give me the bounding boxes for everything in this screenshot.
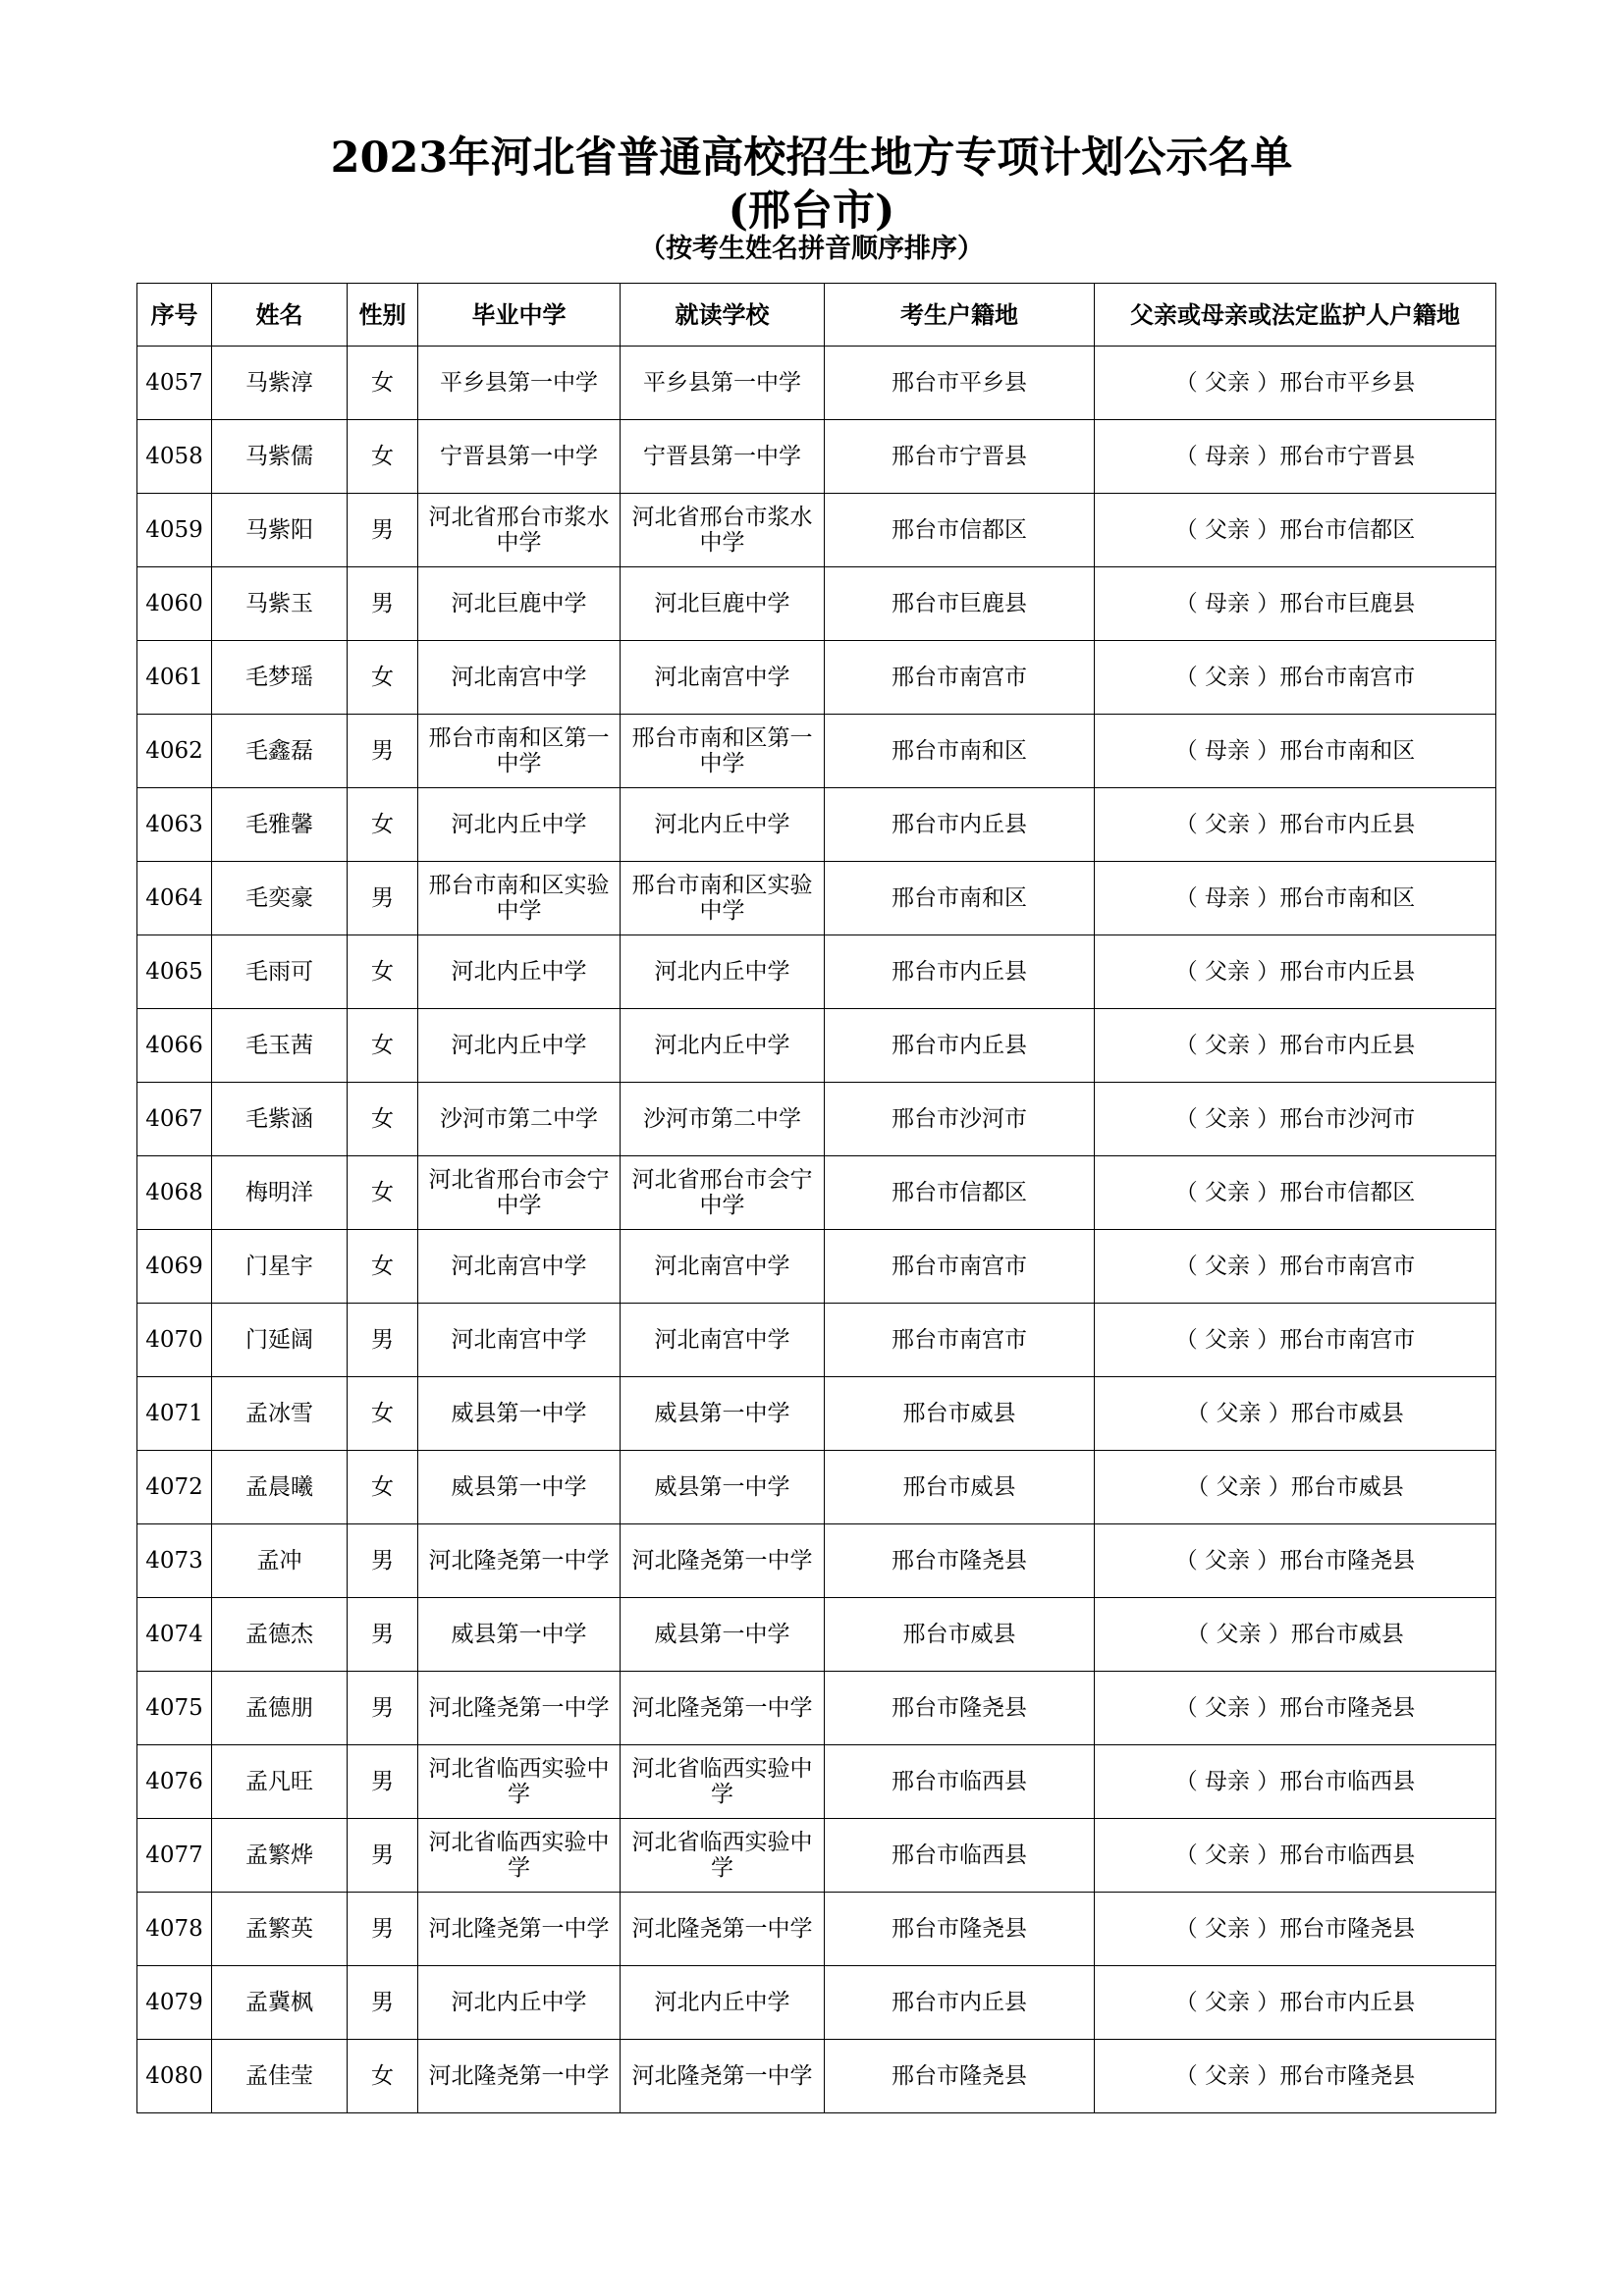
column-header-household: 考生户籍地: [825, 284, 1095, 347]
roster-body: [137, 347, 1496, 2113]
cell-current-school: 邢台市南和区第一中学: [621, 715, 825, 788]
cell-current-school: 河北巨鹿中学: [621, 567, 825, 641]
cell-name: 孟德杰: [212, 1598, 348, 1672]
cell-grad-school: 河北隆尧第一中学: [418, 1524, 621, 1598]
cell-name: 毛雅馨: [212, 788, 348, 862]
cell-no: 4062: [137, 715, 212, 788]
cell-name: 马紫儒: [212, 420, 348, 494]
cell-grad-school: 河北省临西实验中学: [418, 1819, 621, 1893]
cell-guardian: （ 父亲 ）邢台市信都区: [1095, 494, 1496, 567]
cell-guardian: （ 父亲 ）邢台市隆尧县: [1095, 1524, 1496, 1598]
cell-grad-school: 河北内丘中学: [418, 1966, 621, 2040]
roster-table: [136, 283, 1496, 2113]
cell-household: 邢台市内丘县: [825, 1966, 1095, 2040]
cell-name: 毛雨可: [212, 935, 348, 1009]
cell-guardian: （ 父亲 ）邢台市信都区: [1095, 1156, 1496, 1230]
cell-name: 马紫阳: [212, 494, 348, 567]
cell-gender: 男: [348, 1304, 418, 1377]
cell-name: 梅明洋: [212, 1156, 348, 1230]
table-row: [137, 1230, 1496, 1304]
cell-guardian: （ 父亲 ）邢台市隆尧县: [1095, 1672, 1496, 1745]
table-row: [137, 1672, 1496, 1745]
document-title: 2023年河北省普通高校招生地方专项计划公示名单: [330, 133, 1293, 183]
cell-gender: 女: [348, 1009, 418, 1083]
table-row: [137, 567, 1496, 641]
cell-no: 4069: [137, 1230, 212, 1304]
cell-guardian: （ 父亲 ）邢台市威县: [1095, 1598, 1496, 1672]
table-row: [137, 1819, 1496, 1893]
sort-note: （按考生姓名拼音顺序排序）: [639, 234, 984, 264]
cell-household: 邢台市宁晋县: [825, 420, 1095, 494]
cell-grad-school: 河北巨鹿中学: [418, 567, 621, 641]
cell-grad-school: 威县第一中学: [418, 1377, 621, 1451]
cell-current-school: 河北内丘中学: [621, 788, 825, 862]
cell-current-school: 宁晋县第一中学: [621, 420, 825, 494]
cell-guardian: （ 母亲 ）邢台市巨鹿县: [1095, 567, 1496, 641]
cell-grad-school: 沙河市第二中学: [418, 1083, 621, 1156]
cell-grad-school: 宁晋县第一中学: [418, 420, 621, 494]
table-row: [137, 1745, 1496, 1819]
cell-guardian: （ 母亲 ）邢台市宁晋县: [1095, 420, 1496, 494]
cell-name: 毛紫涵: [212, 1083, 348, 1156]
cell-name: 孟晨曦: [212, 1451, 348, 1524]
cell-guardian: （ 父亲 ）邢台市内丘县: [1095, 788, 1496, 862]
cell-no: 4064: [137, 862, 212, 935]
cell-guardian: （ 父亲 ）邢台市内丘县: [1095, 1009, 1496, 1083]
cell-grad-school: 河北省邢台市浆水中学: [418, 494, 621, 567]
cell-current-school: 威县第一中学: [621, 1598, 825, 1672]
cell-no: 4078: [137, 1893, 212, 1966]
cell-household: 邢台市隆尧县: [825, 1672, 1095, 1745]
cell-guardian: （ 父亲 ）邢台市南宫市: [1095, 1230, 1496, 1304]
cell-gender: 男: [348, 1672, 418, 1745]
cell-guardian: （ 父亲 ）邢台市南宫市: [1095, 641, 1496, 715]
cell-grad-school: 河北隆尧第一中学: [418, 2040, 621, 2113]
cell-guardian: （ 父亲 ）邢台市威县: [1095, 1451, 1496, 1524]
cell-household: 邢台市隆尧县: [825, 1524, 1095, 1598]
cell-gender: 男: [348, 1966, 418, 2040]
cell-current-school: 沙河市第二中学: [621, 1083, 825, 1156]
cell-guardian: （ 母亲 ）邢台市南和区: [1095, 862, 1496, 935]
cell-grad-school: 河北南宫中学: [418, 641, 621, 715]
cell-name: 孟繁烨: [212, 1819, 348, 1893]
table-row: [137, 347, 1496, 420]
cell-no: 4067: [137, 1083, 212, 1156]
cell-gender: 男: [348, 1819, 418, 1893]
cell-household: 邢台市南宫市: [825, 1304, 1095, 1377]
cell-household: 邢台市信都区: [825, 1156, 1095, 1230]
cell-gender: 男: [348, 1524, 418, 1598]
cell-no: 4068: [137, 1156, 212, 1230]
cell-grad-school: 河北隆尧第一中学: [418, 1893, 621, 1966]
cell-household: 邢台市沙河市: [825, 1083, 1095, 1156]
cell-no: 4074: [137, 1598, 212, 1672]
cell-no: 4077: [137, 1819, 212, 1893]
cell-grad-school: 邢台市南和区第一中学: [418, 715, 621, 788]
cell-household: 邢台市隆尧县: [825, 2040, 1095, 2113]
cell-grad-school: 威县第一中学: [418, 1598, 621, 1672]
cell-household: 邢台市威县: [825, 1377, 1095, 1451]
cell-no: 4075: [137, 1672, 212, 1745]
cell-gender: 男: [348, 862, 418, 935]
cell-name: 毛梦瑶: [212, 641, 348, 715]
cell-name: 门星宇: [212, 1230, 348, 1304]
cell-gender: 男: [348, 1598, 418, 1672]
cell-gender: 女: [348, 1156, 418, 1230]
table-row: [137, 1893, 1496, 1966]
cell-gender: 女: [348, 1230, 418, 1304]
table-row: [137, 935, 1496, 1009]
cell-name: 马紫淳: [212, 347, 348, 420]
table-row: [137, 1304, 1496, 1377]
cell-no: 4080: [137, 2040, 212, 2113]
cell-name: 门延阔: [212, 1304, 348, 1377]
table-row: [137, 1524, 1496, 1598]
cell-name: 孟冰雪: [212, 1377, 348, 1451]
cell-guardian: （ 父亲 ）邢台市南宫市: [1095, 1304, 1496, 1377]
table-row: [137, 715, 1496, 788]
column-header-gender: 性别: [348, 284, 418, 347]
cell-no: 4071: [137, 1377, 212, 1451]
cell-current-school: 河北省邢台市会宁中学: [621, 1156, 825, 1230]
cell-no: 4061: [137, 641, 212, 715]
cell-guardian: （ 父亲 ）邢台市平乡县: [1095, 347, 1496, 420]
cell-guardian: （ 父亲 ）邢台市威县: [1095, 1377, 1496, 1451]
cell-grad-school: 河北内丘中学: [418, 1009, 621, 1083]
cell-gender: 男: [348, 1893, 418, 1966]
cell-household: 邢台市南和区: [825, 715, 1095, 788]
table-row: [137, 494, 1496, 567]
cell-household: 邢台市平乡县: [825, 347, 1095, 420]
column-header-no: 序号: [137, 284, 212, 347]
cell-guardian: （ 父亲 ）邢台市沙河市: [1095, 1083, 1496, 1156]
cell-name: 孟冲: [212, 1524, 348, 1598]
cell-name: 毛玉茜: [212, 1009, 348, 1083]
cell-household: 邢台市隆尧县: [825, 1893, 1095, 1966]
header-row: [137, 284, 1496, 347]
cell-guardian: （ 父亲 ）邢台市内丘县: [1095, 1966, 1496, 2040]
cell-current-school: 河北省邢台市浆水中学: [621, 494, 825, 567]
table-row: [137, 641, 1496, 715]
cell-name: 孟德朋: [212, 1672, 348, 1745]
cell-grad-school: 河北省临西实验中学: [418, 1745, 621, 1819]
cell-grad-school: 河北南宫中学: [418, 1230, 621, 1304]
cell-household: 邢台市巨鹿县: [825, 567, 1095, 641]
cell-guardian: （ 母亲 ）邢台市南和区: [1095, 715, 1496, 788]
cell-grad-school: 河北内丘中学: [418, 935, 621, 1009]
cell-household: 邢台市南宫市: [825, 1230, 1095, 1304]
table-row: [137, 1966, 1496, 2040]
document-city: (邢台市): [728, 187, 895, 236]
cell-gender: 女: [348, 347, 418, 420]
cell-current-school: 河北隆尧第一中学: [621, 1672, 825, 1745]
cell-household: 邢台市南和区: [825, 862, 1095, 935]
cell-name: 孟冀枫: [212, 1966, 348, 2040]
cell-name: 马紫玉: [212, 567, 348, 641]
cell-guardian: （ 父亲 ）邢台市临西县: [1095, 1819, 1496, 1893]
table-row: [137, 1156, 1496, 1230]
cell-name: 毛鑫磊: [212, 715, 348, 788]
column-header-grad-school: 毕业中学: [418, 284, 621, 347]
cell-guardian: （ 父亲 ）邢台市内丘县: [1095, 935, 1496, 1009]
cell-household: 邢台市南宫市: [825, 641, 1095, 715]
cell-guardian: （ 母亲 ）邢台市临西县: [1095, 1745, 1496, 1819]
cell-current-school: 河北南宫中学: [621, 641, 825, 715]
cell-no: 4057: [137, 347, 212, 420]
cell-no: 4073: [137, 1524, 212, 1598]
cell-gender: 女: [348, 2040, 418, 2113]
cell-household: 邢台市内丘县: [825, 1009, 1095, 1083]
cell-current-school: 河北省临西实验中学: [621, 1819, 825, 1893]
table-row: [137, 2040, 1496, 2113]
cell-no: 4063: [137, 788, 212, 862]
table-row: [137, 1451, 1496, 1524]
cell-household: 邢台市威县: [825, 1451, 1095, 1524]
cell-no: 4059: [137, 494, 212, 567]
cell-guardian: （ 父亲 ）邢台市隆尧县: [1095, 2040, 1496, 2113]
cell-no: 4079: [137, 1966, 212, 2040]
cell-current-school: 河北省临西实验中学: [621, 1745, 825, 1819]
cell-name: 毛奕豪: [212, 862, 348, 935]
column-header-guardian: 父亲或母亲或法定监护人户籍地: [1095, 284, 1496, 347]
cell-household: 邢台市信都区: [825, 494, 1095, 567]
cell-grad-school: 河北省邢台市会宁中学: [418, 1156, 621, 1230]
column-header-name: 姓名: [212, 284, 348, 347]
cell-guardian: （ 父亲 ）邢台市隆尧县: [1095, 1893, 1496, 1966]
cell-household: 邢台市临西县: [825, 1819, 1095, 1893]
cell-name: 孟繁英: [212, 1893, 348, 1966]
cell-gender: 女: [348, 1451, 418, 1524]
cell-no: 4065: [137, 935, 212, 1009]
cell-no: 4072: [137, 1451, 212, 1524]
cell-grad-school: 平乡县第一中学: [418, 347, 621, 420]
cell-current-school: 河北隆尧第一中学: [621, 2040, 825, 2113]
cell-gender: 女: [348, 1377, 418, 1451]
cell-gender: 男: [348, 1745, 418, 1819]
cell-current-school: 河北隆尧第一中学: [621, 1893, 825, 1966]
cell-current-school: 河北内丘中学: [621, 1009, 825, 1083]
cell-current-school: 河北南宫中学: [621, 1304, 825, 1377]
cell-current-school: 河北内丘中学: [621, 935, 825, 1009]
cell-no: 4070: [137, 1304, 212, 1377]
cell-no: 4058: [137, 420, 212, 494]
cell-household: 邢台市威县: [825, 1598, 1095, 1672]
table-row: [137, 788, 1496, 862]
cell-gender: 男: [348, 567, 418, 641]
cell-current-school: 邢台市南和区实验中学: [621, 862, 825, 935]
cell-current-school: 河北内丘中学: [621, 1966, 825, 2040]
cell-gender: 男: [348, 494, 418, 567]
cell-grad-school: 邢台市南和区实验中学: [418, 862, 621, 935]
cell-gender: 女: [348, 641, 418, 715]
cell-household: 邢台市内丘县: [825, 788, 1095, 862]
cell-gender: 女: [348, 420, 418, 494]
table-row: [137, 862, 1496, 935]
column-header-current-school: 就读学校: [621, 284, 825, 347]
cell-grad-school: 威县第一中学: [418, 1451, 621, 1524]
cell-no: 4066: [137, 1009, 212, 1083]
table-row: [137, 1598, 1496, 1672]
table-row: [137, 1083, 1496, 1156]
cell-current-school: 平乡县第一中学: [621, 347, 825, 420]
table-row: [137, 420, 1496, 494]
cell-no: 4076: [137, 1745, 212, 1819]
cell-grad-school: 河北隆尧第一中学: [418, 1672, 621, 1745]
cell-gender: 女: [348, 1083, 418, 1156]
cell-current-school: 威县第一中学: [621, 1377, 825, 1451]
cell-household: 邢台市临西县: [825, 1745, 1095, 1819]
cell-grad-school: 河北内丘中学: [418, 788, 621, 862]
cell-current-school: 河北南宫中学: [621, 1230, 825, 1304]
table-row: [137, 1009, 1496, 1083]
cell-current-school: 河北隆尧第一中学: [621, 1524, 825, 1598]
cell-grad-school: 河北南宫中学: [418, 1304, 621, 1377]
cell-gender: 女: [348, 935, 418, 1009]
cell-current-school: 威县第一中学: [621, 1451, 825, 1524]
table-row: [137, 1377, 1496, 1451]
cell-name: 孟凡旺: [212, 1745, 348, 1819]
cell-no: 4060: [137, 567, 212, 641]
cell-household: 邢台市内丘县: [825, 935, 1095, 1009]
cell-gender: 男: [348, 715, 418, 788]
cell-name: 孟佳莹: [212, 2040, 348, 2113]
cell-gender: 女: [348, 788, 418, 862]
